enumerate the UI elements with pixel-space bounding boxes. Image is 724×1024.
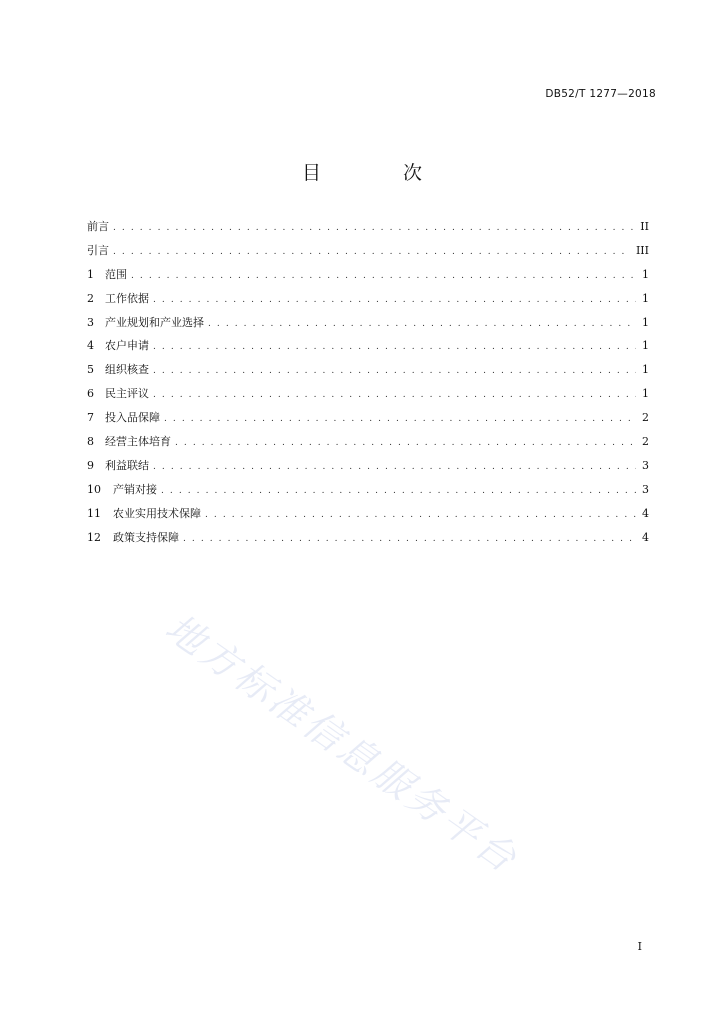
toc-label: 组织核查 <box>105 363 149 377</box>
toc-leader <box>113 223 634 233</box>
toc-entry-foreword[interactable] <box>87 218 649 242</box>
toc-leader <box>131 271 636 281</box>
toc-leader <box>161 486 636 496</box>
toc-page: 4 <box>642 530 649 544</box>
toc-page: 3 <box>642 482 649 496</box>
toc-leader <box>153 462 636 472</box>
toc-page: II <box>640 220 649 233</box>
toc-leader <box>153 342 636 352</box>
page-number: I <box>637 940 642 953</box>
toc-label: 工作依据 <box>105 291 149 305</box>
toc-page: 2 <box>642 435 649 449</box>
toc-number: 8 <box>87 435 94 449</box>
toc-leader <box>164 414 636 424</box>
watermark: 地方标准信息服务平台 <box>157 605 527 883</box>
toc-label: 农户申请 <box>105 339 149 353</box>
toc-label: 产业规划和产业选择 <box>105 315 204 329</box>
toc-page: 1 <box>642 363 649 377</box>
toc-label: 产销对接 <box>113 482 157 496</box>
toc-label: 民主评议 <box>105 387 149 401</box>
toc-leader <box>208 319 636 329</box>
toc-number: 5 <box>87 363 94 377</box>
toc-entry-1[interactable] <box>87 266 649 290</box>
toc-number: 12 <box>87 530 101 544</box>
toc-page: III <box>635 243 649 257</box>
toc-entry-7[interactable] <box>87 409 649 433</box>
toc-leader <box>175 438 636 448</box>
toc-page: 1 <box>642 291 649 305</box>
toc-leader <box>183 534 636 544</box>
toc-number: 1 <box>87 267 94 281</box>
toc-entry-12[interactable] <box>87 529 649 553</box>
toc-page: 1 <box>642 267 649 281</box>
toc-page: 1 <box>642 315 649 329</box>
toc-label: 投入品保障 <box>105 411 160 425</box>
toc-page: 4 <box>642 506 649 520</box>
toc-leader <box>205 510 636 520</box>
toc-label: 政策支持保障 <box>113 530 179 544</box>
toc-entry-8[interactable] <box>87 433 649 457</box>
toc-page: 2 <box>642 411 649 425</box>
toc-entry-10[interactable] <box>87 481 649 505</box>
toc-entry-4[interactable] <box>87 337 649 361</box>
toc-entry-5[interactable] <box>87 361 649 385</box>
toc-page: 1 <box>642 387 649 401</box>
toc-page: 1 <box>642 339 649 353</box>
toc-leader <box>113 247 630 257</box>
toc-label: 范围 <box>105 267 127 281</box>
toc-number: 7 <box>87 411 94 425</box>
toc-entry-2[interactable] <box>87 290 649 314</box>
document-code: DB52/T 1277—2018 <box>545 88 656 100</box>
toc-entry-6[interactable] <box>87 385 649 409</box>
toc-number: 9 <box>87 458 94 472</box>
toc-number: 3 <box>87 315 94 329</box>
toc-number: 11 <box>87 506 101 520</box>
toc-number: 10 <box>87 482 101 496</box>
toc-label: 利益联结 <box>105 458 149 472</box>
toc-label: 引言 <box>87 243 109 257</box>
toc-page: 3 <box>642 458 649 472</box>
toc-number: 4 <box>87 339 94 353</box>
table-of-contents <box>87 218 649 552</box>
toc-number: 6 <box>87 387 94 401</box>
toc-leader <box>153 366 636 376</box>
page-title: 目 次 <box>301 162 461 184</box>
toc-entry-3[interactable] <box>87 314 649 338</box>
toc-leader <box>153 295 636 305</box>
toc-label: 经营主体培育 <box>105 435 171 449</box>
toc-leader <box>153 390 636 400</box>
toc-number: 2 <box>87 291 94 305</box>
toc-label: 前言 <box>87 220 109 233</box>
toc-entry-9[interactable] <box>87 457 649 481</box>
toc-entry-11[interactable] <box>87 505 649 529</box>
toc-label: 农业实用技术保障 <box>113 506 201 520</box>
toc-entry-introduction[interactable] <box>87 242 649 266</box>
